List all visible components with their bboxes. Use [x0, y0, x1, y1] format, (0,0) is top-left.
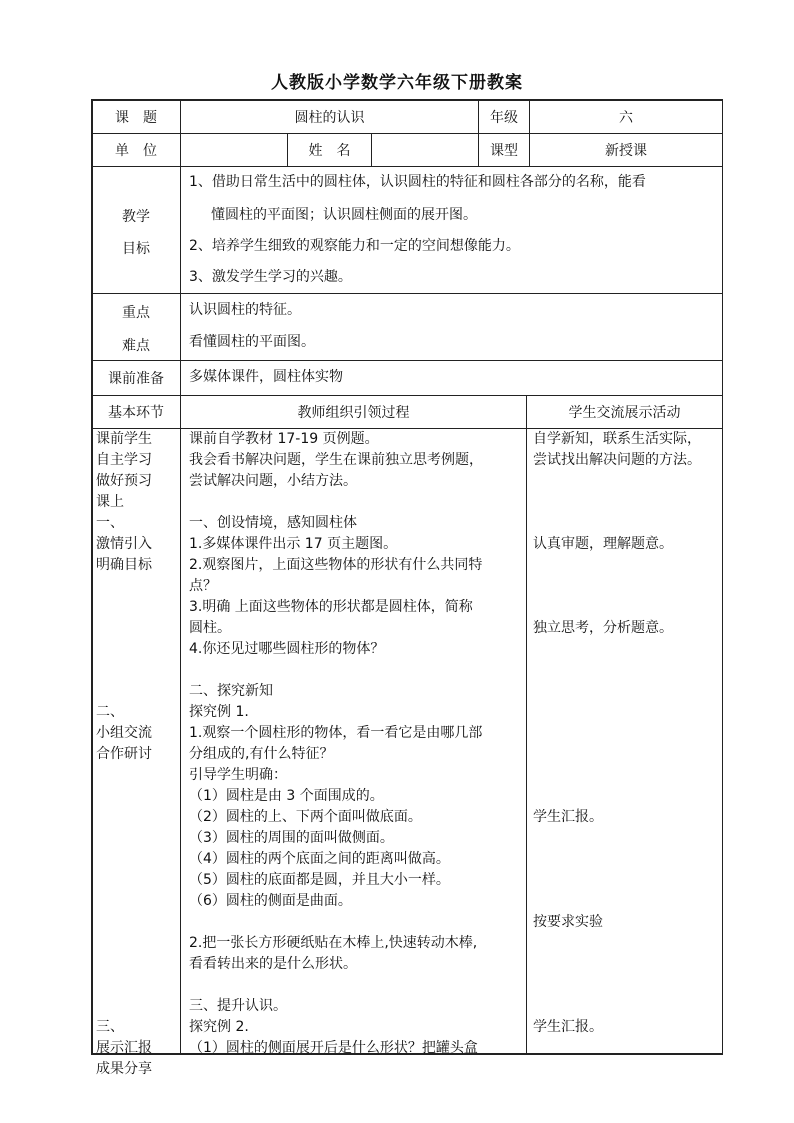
student-line: 按要求实验 — [533, 914, 603, 930]
key-point-text: 认识圆柱的特征。 — [189, 302, 301, 318]
stage-line — [96, 891, 178, 912]
student-line — [533, 870, 721, 891]
difficulty-text: 看懂圆柱的平面图。 — [189, 334, 315, 350]
student-line — [533, 513, 721, 534]
student-line — [533, 681, 721, 702]
stage-line — [96, 681, 178, 702]
teacher-line: （6）圆柱的侧面是曲面。 — [189, 893, 352, 909]
student-column-header: 学生交流展示活动 — [568, 405, 681, 421]
student-line — [533, 744, 721, 765]
teacher-line: 二、探究新知 — [189, 683, 273, 699]
student-line — [533, 639, 721, 660]
stage-line: 激情引入 — [96, 536, 152, 552]
col-divider — [180, 99, 181, 1054]
student-line — [533, 954, 721, 975]
student-line — [533, 492, 721, 513]
teacher-column-header: 教师组织引领过程 — [297, 405, 410, 421]
stage-line: 自主学习 — [96, 452, 152, 468]
page-title: 人教版小学数学六年级下册教案 — [271, 73, 523, 93]
teacher-line — [189, 975, 524, 996]
lesson-type-label: 课型 — [490, 143, 518, 159]
teacher-line: 三、提升认识。 — [189, 998, 287, 1014]
key-points-label-line2: 难点 — [122, 338, 150, 354]
stage-line: 课上 — [96, 494, 124, 510]
objectives-label-line2: 目标 — [122, 241, 150, 257]
stage-line: 二、 — [96, 704, 124, 720]
stage-line — [96, 576, 178, 597]
student-line: 学生汇报。 — [533, 809, 603, 825]
student-line: 自学新知，联系生活实际， — [533, 431, 701, 447]
student-line — [533, 471, 721, 492]
teacher-line: 1.多媒体课件出示 17 页主题图。 — [189, 536, 398, 552]
teacher-line: 分组成的,有什么特征？ — [189, 746, 334, 762]
student-line — [533, 828, 721, 849]
stage-column-header: 基本环节 — [108, 405, 164, 421]
teacher-line: 2.把一张长方形硬纸贴在木棒上,快速转动木棒, — [189, 935, 478, 951]
teacher-line: （3）圆柱的周围的面叫做侧面。 — [189, 830, 394, 846]
objective-item: 1、借助日常生活中的圆柱体，认识圆柱的特征和圆柱各部分的名称，能看 — [189, 174, 646, 190]
stage-line — [96, 807, 178, 828]
stage-line — [96, 639, 178, 660]
student-line — [533, 891, 721, 912]
stage-line — [96, 912, 178, 933]
teacher-line: 尝试解决问题，小结方法。 — [189, 473, 357, 489]
student-line — [533, 849, 721, 870]
teacher-line: 1.观察一个圆柱形的物体，看一看它是由哪几部 — [189, 725, 483, 741]
stage-line: 合作研讨 — [96, 746, 152, 762]
topic-label: 课 题 — [115, 110, 157, 126]
teacher-line: 我会看书解决问题，学生在课前独立思考例题， — [189, 452, 483, 468]
stage-line: 小组交流 — [96, 725, 152, 741]
teacher-line — [189, 912, 524, 933]
stage-line — [96, 870, 178, 891]
teacher-line: 2.观察图片，上面这些物体的形状有什么共同特 — [189, 557, 483, 573]
unit-label: 单 位 — [115, 143, 157, 159]
stage-line: 三、 — [96, 1019, 124, 1035]
student-line — [533, 786, 721, 807]
objective-item: 懂圆柱的平面图；认识圆柱侧面的展开图。 — [211, 207, 477, 223]
student-column — [533, 429, 721, 1038]
stage-line — [96, 765, 178, 786]
stage-line: 一、 — [96, 515, 124, 531]
objectives-label-line1: 教学 — [122, 209, 150, 225]
table-border-top — [91, 99, 723, 101]
teacher-column — [189, 429, 524, 1059]
stage-line — [96, 660, 178, 681]
stage-line: 展示汇报 — [96, 1040, 152, 1056]
student-line — [533, 576, 721, 597]
col-divider — [526, 395, 527, 1054]
row-divider — [91, 166, 723, 167]
teacher-line: （5）圆柱的底面都是圆，并且大小一样。 — [189, 872, 450, 888]
teacher-line: 点？ — [189, 578, 217, 594]
row-divider — [91, 360, 723, 361]
lesson-type-value: 新授课 — [605, 143, 647, 159]
col-divider — [371, 133, 372, 167]
teacher-line: （1）圆柱是由 3 个面围成的。 — [189, 788, 384, 804]
stage-line — [96, 996, 178, 1017]
teacher-line: （2）圆柱的上、下两个面叫做底面。 — [189, 809, 422, 825]
student-line: 独立思考，分析题意。 — [533, 620, 673, 636]
student-line: 认真审题，理解题意。 — [533, 536, 673, 552]
stage-line — [96, 933, 178, 954]
preparation-label: 课前准备 — [108, 371, 164, 387]
teacher-line: （4）圆柱的两个底面之间的距离叫做高。 — [189, 851, 450, 867]
student-line — [533, 996, 721, 1017]
stage-line — [96, 954, 178, 975]
stage-line — [96, 618, 178, 639]
stage-line — [96, 849, 178, 870]
student-line — [533, 933, 721, 954]
student-line — [533, 975, 721, 996]
preparation-value: 多媒体课件，圆柱体实物 — [189, 369, 343, 385]
key-points-label-line1: 重点 — [122, 305, 150, 321]
teacher-line: 探究例 1. — [189, 704, 249, 720]
teacher-line: 引导学生明确： — [189, 767, 287, 783]
student-line — [533, 723, 721, 744]
teacher-line — [189, 492, 524, 513]
row-divider — [91, 395, 723, 396]
stage-column — [96, 429, 178, 1080]
row-divider — [91, 133, 723, 134]
teacher-line — [189, 660, 524, 681]
objective-item: 2、培养学生细致的观察能力和一定的空间想像能力。 — [189, 238, 520, 254]
stage-line — [96, 597, 178, 618]
grade-label: 年级 — [490, 110, 518, 126]
student-line: 尝试找出解决问题的方法。 — [533, 452, 701, 468]
student-line: 学生汇报。 — [533, 1019, 603, 1035]
teacher-line: 3.明确 上面这些物体的形状都是圆柱体，简称 — [189, 599, 473, 615]
teacher-line: 一、创设情境，感知圆柱体 — [189, 515, 357, 531]
table-border-right — [722, 99, 724, 1055]
student-line — [533, 555, 721, 576]
stage-line: 课前学生 — [96, 431, 152, 447]
stage-line — [96, 828, 178, 849]
teacher-line: 课前自学教材 17-19 页例题。 — [189, 431, 379, 447]
grade-value: 六 — [619, 110, 633, 126]
student-line — [533, 597, 721, 618]
teacher-line: 探究例 2. — [189, 1019, 249, 1035]
student-line — [533, 660, 721, 681]
row-divider — [91, 293, 723, 294]
stage-line — [96, 786, 178, 807]
name-label: 姓 名 — [308, 143, 351, 159]
stage-line — [96, 975, 178, 996]
teacher-line: 圆柱。 — [189, 620, 231, 636]
stage-line: 明确目标 — [96, 557, 152, 573]
stage-line: 做好预习 — [96, 473, 152, 489]
student-line — [533, 702, 721, 723]
teacher-line: 4.你还见过哪些圆柱形的物体？ — [189, 641, 385, 657]
teacher-line: 看看转出来的是什么形状。 — [189, 956, 357, 972]
student-line — [533, 765, 721, 786]
topic-value: 圆柱的认识 — [294, 110, 365, 126]
stage-line: 成果分享 — [96, 1061, 152, 1077]
objective-item: 3、激发学生学习的兴趣。 — [189, 269, 352, 285]
teacher-line: （1）圆柱的侧面展开后是什么形状？把罐头盒 — [189, 1040, 478, 1056]
